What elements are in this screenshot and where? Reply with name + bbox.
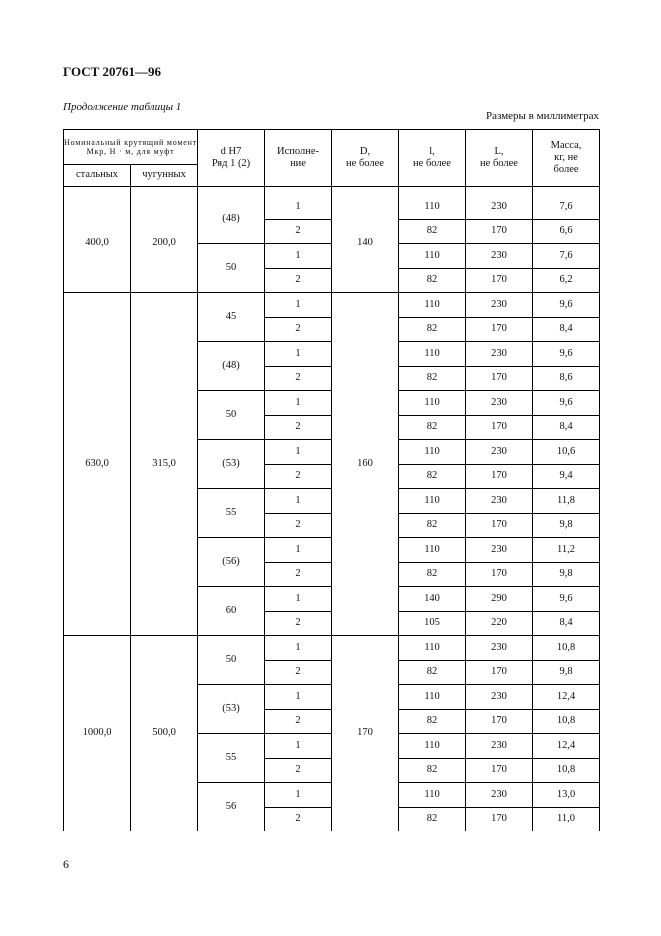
col-header-version: Исполне- ние [265, 130, 332, 187]
version-cell: 1 [265, 685, 332, 710]
document-header: ГОСТ 20761—96 [63, 64, 162, 79]
mass-cell: 8,4 [533, 317, 600, 342]
length-l-cell: 110 [399, 538, 466, 563]
length-L-cell: 230 [466, 391, 533, 416]
mass-cell: 8,6 [533, 366, 600, 391]
length-L-cell: 230 [466, 244, 533, 269]
bore-diameter-cell: 50 [198, 244, 265, 293]
length-L-cell: 170 [466, 268, 533, 293]
mass-cell: 12,4 [533, 734, 600, 759]
col-header-steel: стальных [64, 165, 131, 187]
length-L-cell: 170 [466, 415, 533, 440]
col-header-L: L, не более [466, 130, 533, 187]
length-L-cell: 170 [466, 219, 533, 244]
mass-cell: 11,2 [533, 538, 600, 563]
length-L-cell: 170 [466, 758, 533, 783]
coupling-dimensions-table [63, 129, 600, 831]
table-head [64, 130, 600, 187]
version-cell: 2 [265, 268, 332, 293]
mass-cell: 10,8 [533, 709, 600, 734]
mass-cell: 7,6 [533, 195, 600, 219]
length-l-cell: 110 [399, 440, 466, 465]
torque-cast-iron-cell: 200,0 [131, 195, 198, 293]
units-note: Размеры в миллиметрах [486, 110, 599, 122]
bore-diameter-cell: (53) [198, 440, 265, 489]
torque-steel-cell: 1000,0 [64, 636, 131, 832]
table-continuation-caption: Продолжение таблицы 1 [63, 101, 182, 113]
mass-cell: 6,6 [533, 219, 600, 244]
mass-cell: 11,0 [533, 807, 600, 831]
length-l-cell: 82 [399, 415, 466, 440]
length-l-cell: 110 [399, 783, 466, 808]
version-cell: 1 [265, 587, 332, 612]
length-l-cell: 82 [399, 513, 466, 538]
mass-cell: 6,2 [533, 268, 600, 293]
length-L-cell: 170 [466, 366, 533, 391]
col-header-mass: Масса, кг, не более [533, 130, 600, 187]
bore-diameter-cell: 55 [198, 489, 265, 538]
version-cell: 1 [265, 391, 332, 416]
version-cell: 2 [265, 709, 332, 734]
length-l-cell: 110 [399, 636, 466, 661]
length-L-cell: 230 [466, 538, 533, 563]
length-l-cell: 110 [399, 244, 466, 269]
mass-cell: 9,8 [533, 660, 600, 685]
length-l-cell: 140 [399, 587, 466, 612]
mass-cell: 10,8 [533, 758, 600, 783]
bore-diameter-cell: (48) [198, 195, 265, 244]
version-cell: 1 [265, 195, 332, 219]
length-L-cell: 230 [466, 783, 533, 808]
length-L-cell: 170 [466, 464, 533, 489]
bore-diameter-cell: 56 [198, 783, 265, 832]
version-cell: 2 [265, 807, 332, 831]
version-cell: 2 [265, 513, 332, 538]
mass-cell: 10,8 [533, 636, 600, 661]
col-header-d: d H7 Ряд 1 (2) [198, 130, 265, 187]
mass-cell: 9,8 [533, 562, 600, 587]
table-spacer-row [64, 187, 600, 196]
length-L-cell: 230 [466, 342, 533, 367]
length-L-cell: 230 [466, 685, 533, 710]
length-l-cell: 110 [399, 293, 466, 318]
version-cell: 2 [265, 464, 332, 489]
mass-cell: 7,6 [533, 244, 600, 269]
mass-cell: 9,6 [533, 587, 600, 612]
outer-diameter-cell: 160 [332, 293, 399, 636]
mass-cell: 8,4 [533, 611, 600, 636]
col-header-cast-iron: чугунных [131, 165, 198, 187]
length-l-cell: 82 [399, 562, 466, 587]
version-cell: 2 [265, 611, 332, 636]
length-L-cell: 170 [466, 317, 533, 342]
version-cell: 1 [265, 440, 332, 465]
length-L-cell: 170 [466, 562, 533, 587]
length-l-cell: 110 [399, 489, 466, 514]
length-L-cell: 230 [466, 636, 533, 661]
table-body [64, 187, 600, 832]
length-L-cell: 230 [466, 734, 533, 759]
bore-diameter-cell: (56) [198, 538, 265, 587]
length-l-cell: 82 [399, 709, 466, 734]
mass-cell: 12,4 [533, 685, 600, 710]
length-L-cell: 170 [466, 709, 533, 734]
length-l-cell: 82 [399, 758, 466, 783]
length-l-cell: 82 [399, 464, 466, 489]
table-row [64, 195, 600, 219]
length-l-cell: 82 [399, 317, 466, 342]
mass-cell: 9,6 [533, 293, 600, 318]
version-cell: 2 [265, 562, 332, 587]
version-cell: 2 [265, 758, 332, 783]
mass-cell: 9,8 [533, 513, 600, 538]
length-l-cell: 110 [399, 685, 466, 710]
version-cell: 2 [265, 660, 332, 685]
version-cell: 1 [265, 342, 332, 367]
version-cell: 2 [265, 366, 332, 391]
page-number: 6 [63, 857, 69, 871]
length-L-cell: 170 [466, 660, 533, 685]
version-cell: 1 [265, 734, 332, 759]
length-L-cell: 220 [466, 611, 533, 636]
length-l-cell: 82 [399, 268, 466, 293]
length-l-cell: 110 [399, 734, 466, 759]
length-l-cell: 82 [399, 219, 466, 244]
mass-cell: 9,4 [533, 464, 600, 489]
mass-cell: 10,6 [533, 440, 600, 465]
version-cell: 1 [265, 783, 332, 808]
mass-cell: 8,4 [533, 415, 600, 440]
table-row [64, 293, 600, 318]
version-cell: 1 [265, 538, 332, 563]
col-header-l: l, не более [399, 130, 466, 187]
length-l-cell: 82 [399, 807, 466, 831]
length-l-cell: 82 [399, 366, 466, 391]
length-l-cell: 110 [399, 342, 466, 367]
bore-diameter-cell: (48) [198, 342, 265, 391]
length-L-cell: 230 [466, 293, 533, 318]
mass-cell: 11,8 [533, 489, 600, 514]
mass-cell: 9,6 [533, 342, 600, 367]
bore-diameter-cell: 50 [198, 391, 265, 440]
version-cell: 2 [265, 219, 332, 244]
length-L-cell: 170 [466, 807, 533, 831]
outer-diameter-cell: 170 [332, 636, 399, 832]
length-L-cell: 170 [466, 513, 533, 538]
version-cell: 1 [265, 489, 332, 514]
bore-diameter-cell: 55 [198, 734, 265, 783]
col-header-torque: Номинальный крутящий момент Мкр, Н · м, для муфт [64, 130, 198, 165]
length-l-cell: 105 [399, 611, 466, 636]
length-L-cell: 230 [466, 489, 533, 514]
torque-steel-cell: 400,0 [64, 195, 131, 293]
outer-diameter-cell: 140 [332, 195, 399, 293]
length-L-cell: 230 [466, 440, 533, 465]
version-cell: 1 [265, 244, 332, 269]
bore-diameter-cell: 45 [198, 293, 265, 342]
mass-cell: 13,0 [533, 783, 600, 808]
bore-diameter-cell: 50 [198, 636, 265, 685]
mass-cell: 9,6 [533, 391, 600, 416]
version-cell: 2 [265, 317, 332, 342]
version-cell: 1 [265, 293, 332, 318]
version-cell: 2 [265, 415, 332, 440]
version-cell: 1 [265, 636, 332, 661]
length-L-cell: 290 [466, 587, 533, 612]
length-l-cell: 82 [399, 660, 466, 685]
col-header-D: D, не более [332, 130, 399, 187]
length-L-cell: 230 [466, 195, 533, 219]
torque-cast-iron-cell: 315,0 [131, 293, 198, 636]
length-l-cell: 110 [399, 195, 466, 219]
length-l-cell: 110 [399, 391, 466, 416]
table-row [64, 636, 600, 661]
bore-diameter-cell: 60 [198, 587, 265, 636]
torque-cast-iron-cell: 500,0 [131, 636, 198, 832]
torque-steel-cell: 630,0 [64, 293, 131, 636]
bore-diameter-cell: (53) [198, 685, 265, 734]
